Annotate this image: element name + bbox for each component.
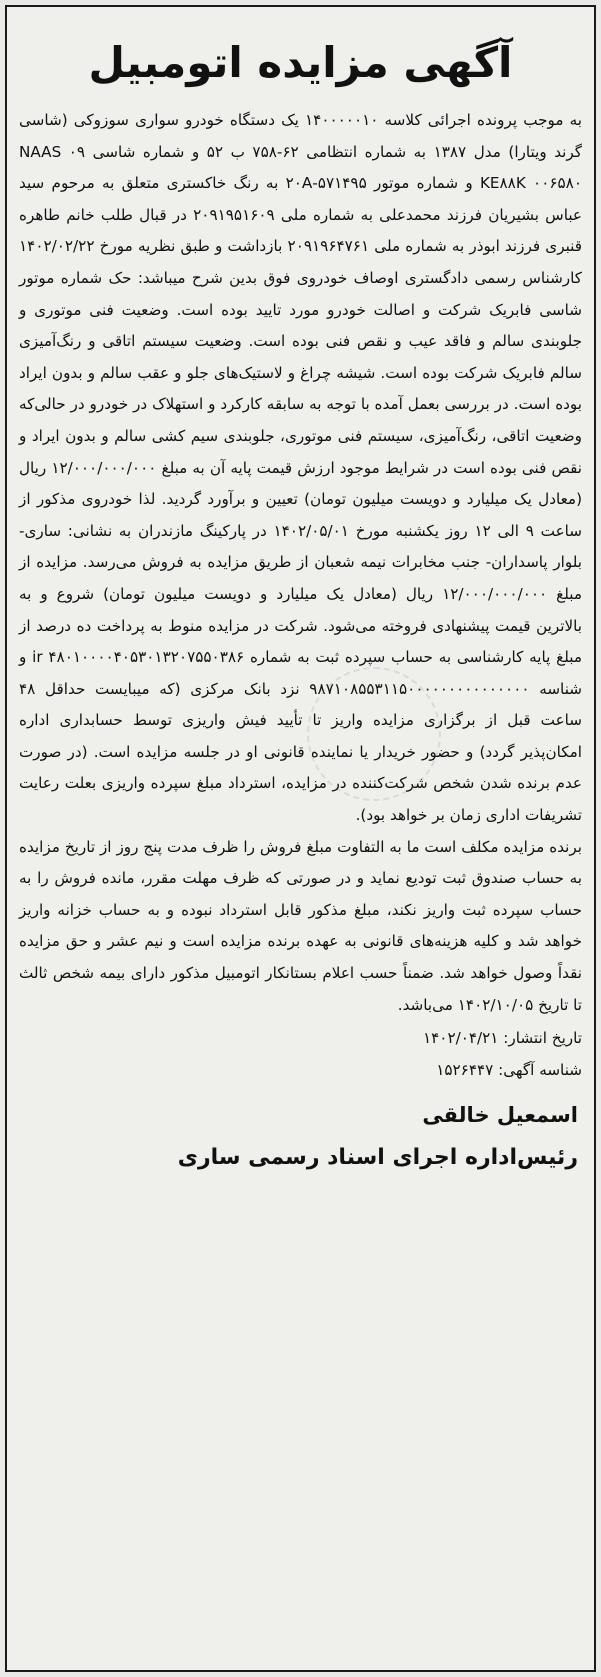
signer-title: رئیس‌اداره اجرای اسناد رسمی ساری — [177, 1145, 578, 1171]
notice-paragraph-winner-terms: برنده مزایده مکلف است ما به التفاوت مبلغ فروش را ظرف مدت پنج روز از تاریخ مزایده به حساب صندوق ثبت تودیع نماید و در صورتی که ظرف مهلت مقرر، مانده فروش را به حساب سپرده ثبت واریز نکند، مبلغ مذکور قابل استرداد نبوده و به حساب خزانه واریز خواهد شد و کلیه هزینه‌های قانونی به عهده برنده مزایده است و نیم عشر و حق مزایده نقداً وصول خواهد شد. ضمناً حسب اعلام بستانکار اتومبیل مذکور دارای بیمه شخص ثالث تا تاریخ ۱۴۰۲/۱۰/۰۵ می‌باشد. — [19, 837, 582, 1014]
notice-frame — [5, 5, 596, 1672]
signature-block — [23, 1098, 578, 1178]
notice-body — [19, 105, 582, 1021]
notice-id: شناسه آگهی: ۱۵۲۶۴۴۷ — [436, 1060, 582, 1079]
notice-paragraph-main: به موجب پرونده اجرائی کلاسه ۱۴۰۰۰۰۰۱۰ یک دستگاه خودرو سواری سوزوکی (شاسی گرند ویتارا) مدل ۱۳۸۷ به شماره انتظامی ۶۲-۷۵۸ ب ۵۲ و شماره شاسی NAAS ۰۹ KE۸۸K ۰۰۶۵۸۰ و شماره موتور ۵۷۱۴۹۵-۲۰A به رنگ خاکستری متعلق به مرحوم سید عباس بشیریان فرزند محمدعلی به شماره ملی ۲۰۹۱۹۵۱۶۰۹ در قبال طلب خانم طاهره قنبری فرزند ابوذر به شماره ملی ۲۰۹۱۹۶۴۷۶۱ بازداشت و طبق نظریه مورخ ۱۴۰۲/۰۲/۲۲ کارشناس رسمی دادگستری اوصاف خودروی فوق بدین شرح میباشد: حک شماره موتور شاسی فابریک شرکت و اصالت خودرو مورد تایید بوده است. وضعیت فنی موتوری و جلوبندی سالم و فاقد عیب و نقص فنی بوده است. وضعیت سیستم اتاقی و رنگ‌آمیزی سالم فابریک شرکت بوده است. شیشه چراغ و لاستیک‌های جلو و عقب سالم و بدون ایراد بوده است. در بررسی بعمل آمده با توجه به سابقه کارکرد و استهلاک در خودرو در حالی‌که وضعیت اتاقی، رنگ‌آمیزی، سیستم فنی موتوری، جلوبندی سیم کشی سالم و بدون ایراد و نقص فنی بوده است در شرایط موجود ارزش قیمت پایه آن به مبلغ ۱۲/۰۰۰/۰۰۰/۰۰۰ ریال (معادل یک میلیارد و دویست میلیون تومان) تعیین و برآورد گردید. لذا خودروی مذکور از ساعت ۹ الی ۱۲ روز یکشنبه مورخ ۱۴۰۲/۰۵/۰۱ در پارکینگ مازندران به نشانی: ساری-بلوار پاسداران- جنب مخابرات نیمه شعبان از طریق مزایده به فروش می‌رسد. مزایده از مبلغ ۱۲/۰۰۰/۰۰۰/۰۰۰ ریال (معادل یک میلیارد و دویست میلیون تومان) شروع و به بالاترین قیمت پیشنهادی فروخته می‌شود. شرکت در مزایده منوط به پرداخت ده درصد از مبلغ پایه کارشناسی به حساب سپرده ثبت به شماره ۴۸۰۱۰۰۰۰۴۰۵۳۰۱۳۲۰۷۵۵۰۳۸۶ ir و شناسه ۹۸۷۱۰۸۵۵۳۱۱۵۰۰۰۰۰۰۰۰۰۰۰۰۰۰۰ نزد بانک مرکزی (که میبایست حداقل ۴۸ ساعت قبل از برگزاری مزایده واریز تا تأیید فیش واریزی توسط حسابداری اداره امکان‌پذیر گردد) و حضور خریدار یا نماینده قانونی او در جلسه مزایده است. (در صورت عدم برنده شدن شخص شرکت‌کننده در مزایده، استرداد مبلغ سپرده واریزی بعلت رعایت تشریفات اداری زمان بر خواهد بود). — [19, 111, 583, 825]
notice-title: آگهی مزایده اتومبیل — [88, 38, 513, 87]
notice-meta — [19, 1023, 582, 1086]
publish-date: تاریخ انتشار: ۱۴۰۲/۰۴/۲۱ — [422, 1029, 582, 1048]
signer-name: اسمعیل خالقی — [422, 1103, 578, 1128]
